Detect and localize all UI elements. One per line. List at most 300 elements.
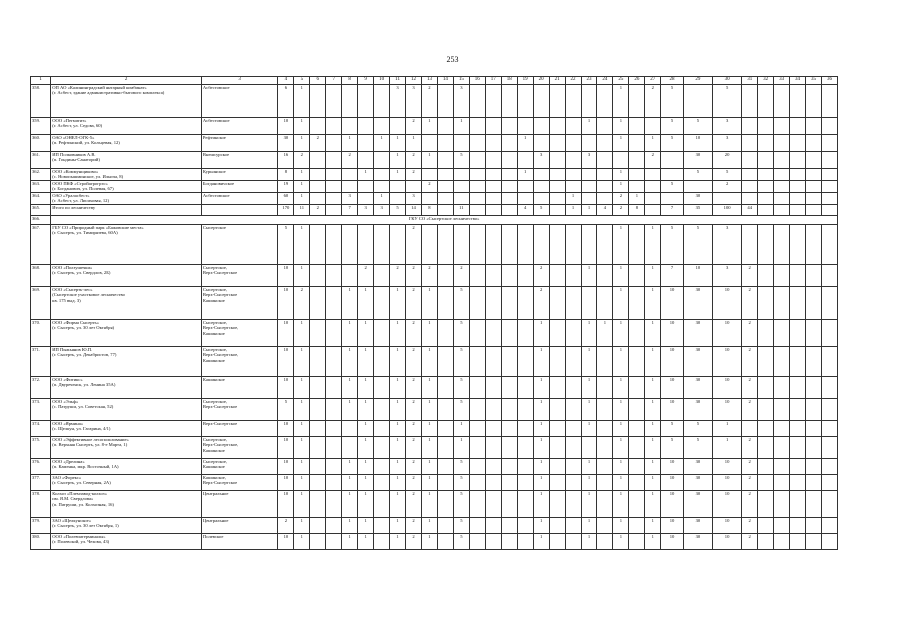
value-cell — [549, 399, 565, 421]
value-cell — [629, 491, 645, 518]
value-cell — [485, 399, 501, 421]
value-cell: 7 — [661, 265, 683, 287]
column-number: 12 — [406, 77, 422, 85]
value-cell: 5 — [683, 437, 712, 459]
value-cell: 1 — [358, 399, 374, 421]
value-cell — [790, 118, 806, 135]
value-cell: 10 — [712, 475, 741, 491]
value-cell — [549, 169, 565, 181]
value-cell — [501, 475, 517, 491]
value-cell — [758, 377, 774, 399]
value-cell — [821, 377, 837, 399]
value-cell: 30 — [683, 193, 712, 205]
value-cell: 10 — [278, 265, 294, 287]
value-cell — [501, 205, 517, 216]
value-cell: 1 — [613, 85, 629, 118]
value-cell: 30 — [683, 347, 712, 377]
value-cell: 30 — [683, 475, 712, 491]
value-cell — [597, 193, 613, 205]
value-cell: 10 — [661, 377, 683, 399]
value-cell: 5 — [712, 169, 741, 181]
value-cell: 5 — [453, 491, 469, 518]
value-cell — [485, 169, 501, 181]
value-cell — [549, 193, 565, 205]
value-cell — [806, 347, 822, 377]
value-cell: 4 — [517, 205, 533, 216]
value-cell — [326, 225, 342, 265]
column-number: 2 — [51, 77, 202, 85]
value-cell: 1 — [581, 205, 597, 216]
value-cell: 1 — [581, 518, 597, 534]
value-cell — [821, 225, 837, 265]
row-number: 360. — [31, 135, 51, 152]
value-cell: 5 — [661, 181, 683, 193]
value-cell: 1 — [421, 534, 437, 550]
value-cell — [326, 459, 342, 475]
value-cell — [565, 152, 581, 169]
value-cell — [549, 437, 565, 459]
value-cell — [629, 518, 645, 534]
value-cell — [806, 169, 822, 181]
value-cell — [485, 181, 501, 193]
table-row — [31, 437, 838, 459]
value-cell: 1 — [294, 181, 310, 193]
forestry-cell: Сысертское, Верх-Сысертское, Кашинское — [201, 437, 277, 459]
value-cell: 1 — [294, 437, 310, 459]
value-cell — [581, 225, 597, 265]
value-cell: 1 — [421, 377, 437, 399]
value-cell — [437, 475, 453, 491]
row-number: 378. — [31, 491, 51, 518]
forestry-cell: Кашинское, Верх-Сысертское — [201, 475, 277, 491]
column-number: 30 — [712, 77, 741, 85]
value-cell: 5 — [533, 205, 549, 216]
value-cell — [565, 169, 581, 181]
value-cell: 1 — [613, 534, 629, 550]
value-cell — [326, 205, 342, 216]
value-cell: 1 — [358, 287, 374, 320]
value-cell — [326, 287, 342, 320]
value-cell — [469, 518, 485, 534]
column-number: 7 — [326, 77, 342, 85]
value-cell — [437, 152, 453, 169]
value-cell: 1 — [294, 518, 310, 534]
value-cell — [790, 193, 806, 205]
column-number: 19 — [517, 77, 533, 85]
value-cell — [485, 320, 501, 347]
value-cell — [469, 265, 485, 287]
value-cell — [453, 181, 469, 193]
value-cell — [790, 459, 806, 475]
value-cell — [310, 347, 326, 377]
forestry-cell: Курьинское — [201, 169, 277, 181]
value-cell — [790, 181, 806, 193]
table-row — [31, 320, 838, 347]
value-cell — [310, 181, 326, 193]
value-cell: 3 — [374, 205, 390, 216]
value-cell — [310, 118, 326, 135]
value-cell — [629, 118, 645, 135]
value-cell: 10 — [712, 287, 741, 320]
value-cell — [549, 491, 565, 518]
value-cell — [501, 421, 517, 437]
value-cell: 1 — [613, 459, 629, 475]
value-cell: 7 — [661, 205, 683, 216]
value-cell — [758, 287, 774, 320]
value-cell: 1 — [342, 475, 358, 491]
value-cell: 1 — [453, 437, 469, 459]
value-cell — [774, 518, 790, 534]
value-cell — [485, 135, 501, 152]
forestry-cell: Центральное — [201, 491, 277, 518]
forestry-cell: Центральное — [201, 518, 277, 534]
value-cell — [517, 399, 533, 421]
forestry-cell: Сысертское, Верх-Сысертское Кашинское — [201, 287, 277, 320]
value-cell — [374, 459, 390, 475]
value-cell: 2 — [406, 518, 422, 534]
value-cell — [790, 205, 806, 216]
value-cell — [390, 181, 406, 193]
organization-cell: ОАО «ОНЕЛ-ОГК-5» (п. Рефтинский, ул. Кольцевая, 12) — [51, 135, 202, 152]
value-cell — [597, 85, 613, 118]
value-cell — [774, 534, 790, 550]
value-cell — [821, 169, 837, 181]
row-number: 380. — [31, 534, 51, 550]
table-row — [31, 265, 838, 287]
value-cell: 1 — [358, 320, 374, 347]
value-cell: 1 — [533, 399, 549, 421]
value-cell — [421, 193, 437, 205]
value-cell: 1 — [581, 118, 597, 135]
forestry-cell: Сысертское — [201, 225, 277, 265]
value-cell — [581, 193, 597, 205]
value-cell — [358, 181, 374, 193]
value-cell — [629, 135, 645, 152]
page-number: 253 — [446, 55, 459, 64]
value-cell — [806, 85, 822, 118]
value-cell — [549, 347, 565, 377]
row-number: 376. — [31, 459, 51, 475]
column-number: 27 — [645, 77, 661, 85]
value-cell — [517, 377, 533, 399]
value-cell: 10 — [661, 518, 683, 534]
value-cell: 170 — [278, 205, 294, 216]
value-cell — [565, 347, 581, 377]
value-cell — [549, 265, 565, 287]
value-cell — [310, 320, 326, 347]
value-cell: 1 — [613, 399, 629, 421]
value-cell: 5 — [453, 518, 469, 534]
value-cell — [485, 459, 501, 475]
value-cell — [374, 265, 390, 287]
value-cell — [469, 377, 485, 399]
row-number: 367. — [31, 225, 51, 265]
section-title: ГКУ СО «Сысертское лесничество» — [51, 216, 838, 225]
value-cell — [629, 287, 645, 320]
value-cell — [501, 225, 517, 265]
organization-cell: ООО «Фирма Сысерть» (г. Сысерть, ул. 30 лет Октября) — [51, 320, 202, 347]
organization-cell: ООО «Дрелина» (п. Каменка, мкр. Восточный, 1А) — [51, 459, 202, 475]
row-number: 368. — [31, 265, 51, 287]
value-cell — [326, 421, 342, 437]
value-cell: 1 — [358, 518, 374, 534]
value-cell: 2 — [742, 377, 758, 399]
value-cell: 1 — [533, 534, 549, 550]
value-cell: 1 — [390, 320, 406, 347]
organization-cell: ООО «Ползушечки» (г. Сысерть, ул. Свердлов, 2Б) — [51, 265, 202, 287]
value-cell: 1 — [390, 347, 406, 377]
value-cell: 5 — [453, 399, 469, 421]
value-cell: 1 — [358, 421, 374, 437]
value-cell: 10 — [712, 459, 741, 475]
value-cell: 2 — [613, 205, 629, 216]
value-cell — [758, 399, 774, 421]
value-cell — [342, 181, 358, 193]
column-number: 29 — [683, 77, 712, 85]
value-cell — [774, 287, 790, 320]
value-cell: 1 — [581, 475, 597, 491]
value-cell: 1 — [342, 534, 358, 550]
value-cell — [821, 491, 837, 518]
value-cell: 1 — [645, 459, 661, 475]
value-cell — [485, 377, 501, 399]
value-cell: 10 — [661, 491, 683, 518]
value-cell: 1 — [613, 169, 629, 181]
value-cell: 2 — [742, 459, 758, 475]
value-cell: 5 — [661, 421, 683, 437]
value-cell: 5 — [453, 347, 469, 377]
value-cell: 1 — [613, 421, 629, 437]
value-cell — [629, 399, 645, 421]
value-cell — [597, 152, 613, 169]
value-cell: 2 — [533, 287, 549, 320]
column-number: 4 — [278, 77, 294, 85]
value-cell: 2 — [645, 85, 661, 118]
value-cell: 8 — [421, 205, 437, 216]
value-cell — [565, 421, 581, 437]
organization-cell: ГБУ СО «Природный парк «Бажовские места» (г. Сысерть, ул. Тимирязева, 60А) — [51, 225, 202, 265]
value-cell: 1 — [390, 135, 406, 152]
value-cell: 2 — [406, 169, 422, 181]
row-number: 361. — [31, 152, 51, 169]
value-cell — [390, 118, 406, 135]
value-cell — [437, 169, 453, 181]
table-row — [31, 225, 838, 265]
value-cell — [806, 135, 822, 152]
value-cell — [629, 475, 645, 491]
value-cell: 1 — [581, 534, 597, 550]
value-cell: 2 — [406, 491, 422, 518]
table-row — [31, 347, 838, 377]
value-cell: 1 — [613, 377, 629, 399]
value-cell — [629, 347, 645, 377]
value-cell — [790, 265, 806, 287]
value-cell: 1 — [421, 459, 437, 475]
column-number: 20 — [533, 77, 549, 85]
column-number: 25 — [613, 77, 629, 85]
value-cell: 16 — [278, 152, 294, 169]
value-cell — [469, 85, 485, 118]
value-cell — [758, 347, 774, 377]
value-cell — [806, 437, 822, 459]
value-cell: 1 — [294, 320, 310, 347]
value-cell: 1 — [294, 85, 310, 118]
column-number: 8 — [342, 77, 358, 85]
value-cell: 1 — [517, 135, 533, 152]
value-cell — [469, 459, 485, 475]
column-number: 23 — [581, 77, 597, 85]
value-cell: 1 — [358, 169, 374, 181]
value-cell — [806, 118, 822, 135]
value-cell — [742, 152, 758, 169]
value-cell — [774, 377, 790, 399]
value-cell — [790, 491, 806, 518]
value-cell — [597, 287, 613, 320]
value-cell — [821, 518, 837, 534]
value-cell: 35 — [683, 205, 712, 216]
value-cell — [485, 491, 501, 518]
value-cell — [821, 181, 837, 193]
value-cell: 7 — [342, 205, 358, 216]
value-cell: 2 — [406, 475, 422, 491]
column-number: 18 — [501, 77, 517, 85]
value-cell — [326, 169, 342, 181]
column-number: 16 — [469, 77, 485, 85]
table-row — [31, 118, 838, 135]
value-cell — [437, 534, 453, 550]
value-cell — [517, 265, 533, 287]
value-cell — [565, 399, 581, 421]
value-cell: 1 — [294, 265, 310, 287]
value-cell — [310, 193, 326, 205]
table-row — [31, 181, 838, 193]
value-cell — [790, 399, 806, 421]
value-cell: 2 — [742, 399, 758, 421]
value-cell — [565, 320, 581, 347]
value-cell — [742, 169, 758, 181]
table-row — [31, 287, 838, 320]
value-cell — [437, 287, 453, 320]
value-cell — [549, 534, 565, 550]
value-cell: 1 — [342, 377, 358, 399]
table-row — [31, 399, 838, 421]
value-cell: 10 — [278, 459, 294, 475]
value-cell — [374, 287, 390, 320]
value-cell — [758, 518, 774, 534]
value-cell: 44 — [742, 205, 758, 216]
value-cell — [742, 181, 758, 193]
value-cell: 1 — [390, 169, 406, 181]
value-cell — [374, 399, 390, 421]
value-cell — [758, 437, 774, 459]
value-cell: 1 — [390, 534, 406, 550]
value-cell: 1 — [712, 421, 741, 437]
value-cell: 3 — [342, 193, 358, 205]
row-number: 373. — [31, 399, 51, 421]
value-cell — [790, 225, 806, 265]
value-cell — [597, 491, 613, 518]
column-number: 17 — [485, 77, 501, 85]
value-cell: 5 — [683, 118, 712, 135]
table-row — [31, 205, 838, 216]
value-cell: 1 — [517, 169, 533, 181]
value-cell: 1 — [294, 421, 310, 437]
value-cell — [469, 347, 485, 377]
value-cell: 1 — [390, 475, 406, 491]
row-number: 358. — [31, 85, 51, 118]
value-cell — [533, 135, 549, 152]
value-cell: 3 — [406, 193, 422, 205]
value-cell: 5 — [453, 534, 469, 550]
forestry-cell: Полевское — [201, 534, 277, 550]
value-cell — [485, 118, 501, 135]
value-cell — [758, 205, 774, 216]
value-cell: 1 — [358, 491, 374, 518]
value-cell: 10 — [712, 347, 741, 377]
value-cell — [565, 287, 581, 320]
value-cell — [549, 135, 565, 152]
value-cell — [645, 169, 661, 181]
forestry-cell: Асбестовское — [201, 118, 277, 135]
value-cell — [358, 135, 374, 152]
value-cell: 11 — [453, 205, 469, 216]
value-cell — [790, 85, 806, 118]
value-cell: 1 — [294, 169, 310, 181]
value-cell — [342, 437, 358, 459]
value-cell — [437, 181, 453, 193]
column-number: 5 — [294, 77, 310, 85]
forestry-cell: Рефтинское — [201, 135, 277, 152]
organization-cell: ЗАО «Форекс» (г. Сысерть, ул. Северная, 2А) — [51, 475, 202, 491]
value-cell: 3 — [406, 85, 422, 118]
column-number: 21 — [549, 77, 565, 85]
organization-cell: ООО «Фитикс» (п. Двуреченск, ул. Ленина 35А) — [51, 377, 202, 399]
value-cell: 1 — [342, 399, 358, 421]
value-cell — [790, 421, 806, 437]
forestry-cell: Сысертское, Верх-Сысертское — [201, 265, 277, 287]
value-cell: 2 — [742, 437, 758, 459]
value-cell: 2 — [310, 135, 326, 152]
value-cell — [806, 181, 822, 193]
value-cell — [374, 475, 390, 491]
value-cell — [629, 169, 645, 181]
value-cell — [581, 135, 597, 152]
value-cell — [806, 475, 822, 491]
value-cell — [453, 135, 469, 152]
value-cell — [310, 265, 326, 287]
value-cell — [310, 287, 326, 320]
value-cell: 1 — [581, 347, 597, 377]
value-cell — [806, 265, 822, 287]
value-cell — [342, 118, 358, 135]
value-cell: 1 — [613, 437, 629, 459]
value-cell — [310, 475, 326, 491]
value-cell — [821, 437, 837, 459]
value-cell: 5 — [453, 320, 469, 347]
row-number: 379. — [31, 518, 51, 534]
organization-cell: ЗАО «Щелкунское» (г. Сысерть, ул. 30 лет Октября, 1) — [51, 518, 202, 534]
value-cell: 1 — [453, 421, 469, 437]
value-cell — [485, 287, 501, 320]
value-cell — [469, 534, 485, 550]
value-cell: 10 — [683, 135, 712, 152]
value-cell — [469, 475, 485, 491]
value-cell — [581, 181, 597, 193]
value-cell — [342, 421, 358, 437]
value-cell: 1 — [294, 399, 310, 421]
value-cell — [501, 193, 517, 205]
value-cell — [501, 399, 517, 421]
